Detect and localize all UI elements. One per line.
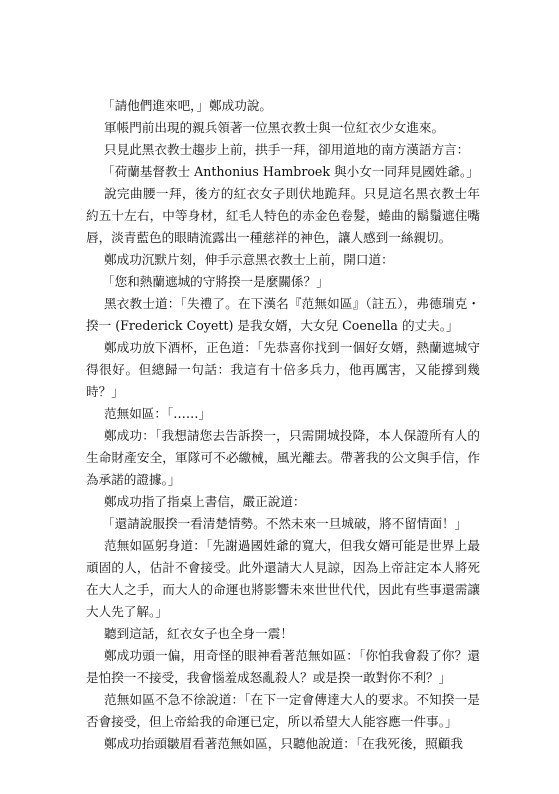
paragraph: 鄭成功指了指桌上書信，嚴正說道： xyxy=(104,494,306,509)
paragraph: 鄭成功放下酒杯，正色道：「先恭喜你找到一個好女婿，熱蘭遮城守得很好。但總歸一句話：我這有十倍多兵力，他再厲害，又能撐到幾時？」 xyxy=(86,340,480,399)
paragraph: 只見此黑衣教士趨步上前，拱手一拜，卻用道地的南方漢語方言： xyxy=(104,142,470,157)
paragraph: 「還請說服揆一看清楚情勢。不然未來一旦城破，將不留情面！」 xyxy=(102,516,468,531)
paragraph: 聽到這話，紅衣女子也全身一震！ xyxy=(104,626,293,641)
paragraph: 范無如區：「……」 xyxy=(104,406,212,421)
paragraph: 鄭成功抬頭皺眉看著范無如區，只聽他說道：「在我死後，照顧我 xyxy=(104,736,463,751)
paragraph: 說完曲腰一拜，後方的紅衣女子則伏地跪拜。只見這名黑衣教士年約五十左右，中等身材，紅毛人特色的赤金色卷髮，蜷曲的鬍鬚遮住嘴唇，淡青藍色的眼睛流露出一種慈祥的神色，讓人感到一絲親切。 xyxy=(86,186,480,245)
document-page xyxy=(86,95,480,755)
paragraph: 范無如區不急不徐說道：「在下一定會傳達大人的要求。不知揆一是否會接受，但上帝給我的命運已定，所以希望大人能容應一件事。」 xyxy=(86,692,480,729)
paragraph: 「荷蘭基督教士 Anthonius Hambroek 與小女一同拜見國姓爺。」 xyxy=(102,164,479,179)
paragraph: 「您和熱蘭遮城的守將揆一是麼關係？」 xyxy=(102,274,329,289)
paragraph: 范無如區躬身道：「先謝過國姓爺的寬大，但我女婿可能是世界上最頑固的人，估計不會接受。此外還請大人見諒，因為上帝註定本人將死在大人之手，而大人的命運也將影響未來世世代代，因此有些事還需讓大人先了解。」 xyxy=(86,538,480,619)
paragraph: 鄭成功頭一偏，用奇怪的眼神看著范無如區：「你怕我會殺了你？還是怕揆一不接受，我會惱羞成怒亂殺人？或是揆一敢對你不利？」 xyxy=(86,648,480,685)
paragraph: 「請他們進來吧，」鄭成功說。 xyxy=(102,98,273,113)
paragraph: 鄭成功：「我想請您去告訴揆一，只需開城投降，本人保證所有人的生命財產安全，軍隊可不必繳械，風光離去。帶著我的公文與手信，作為承諾的證據。」 xyxy=(86,428,480,487)
paragraph: 黑衣教士道：「失禮了。在下漢名『范無如區』（註五），弗德瑞克・揆一 (Frederick Coyett) 是我女婿，大女兒 Coenella 的丈夫。」 xyxy=(86,296,480,333)
paragraph: 鄭成功沉默片刻，伸手示意黑衣教士上前，開口道： xyxy=(104,252,394,267)
paragraph: 軍帳門前出現的親兵領著一位黑衣教士與一位紅衣少女進來。 xyxy=(104,120,445,135)
